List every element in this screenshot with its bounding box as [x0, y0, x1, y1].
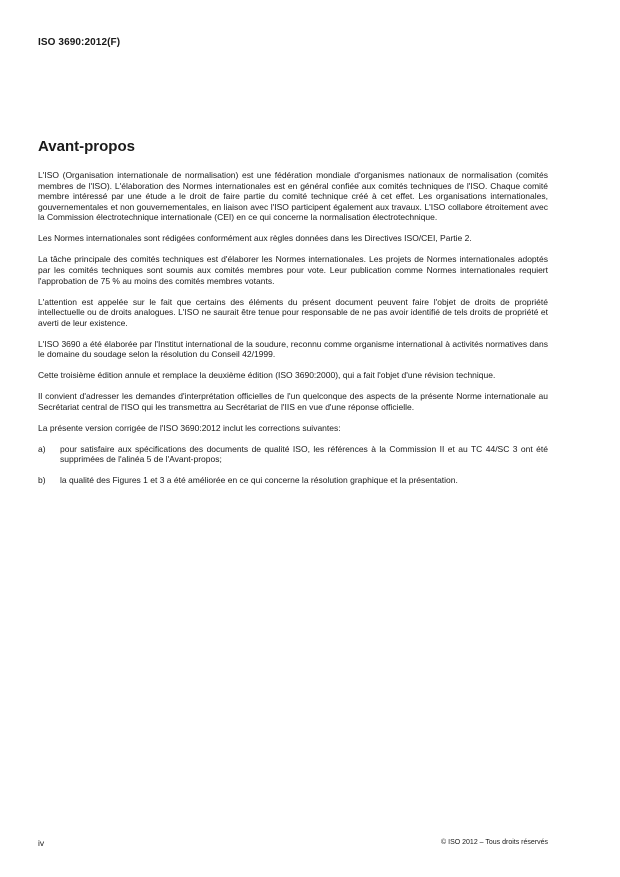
section-title: Avant-propos [38, 138, 135, 155]
paragraph: L'ISO (Organisation internationale de normalisation) est une fédération mondiale d'organismes nationaux de normalisation (comités membres de l'ISO). L'élaboration des Normes internationales est en général confiée aux comités techniques de l'ISO. Chaque comité membre intéressé par une étude a le droit de faire partie du comité technique créé à cet effet. Les organisations internationales, gouvernementales et non gouvernementales, en liaison avec l'ISO participent également aux travaux. L'ISO collabore étroitement avec la Commission électrotechnique internationale (CEI) en ce qui concerne la normalisation électrotechnique. [38, 170, 548, 223]
paragraph: Cette troisième édition annule et remplace la deuxième édition (ISO 3690:2000), qui a fait l'objet d'une révision technique. [38, 370, 496, 381]
paragraph: Il convient d'adresser les demandes d'interprétation officielles de l'un quelconque des aspects de la présente Norme internationale au Secrétariat central de l'ISO qui les transmettra au Secrétariat de l'IIS en vue d'une réponse officielle. [38, 391, 548, 412]
document-reference: ISO 3690:2012(F) [38, 37, 121, 48]
paragraph: Les Normes internationales sont rédigées conformément aux règles données dans les Directives ISO/CEI, Partie 2. [38, 233, 472, 244]
paragraph: L'ISO 3690 a été élaborée par l'Institut international de la soudure, reconnu comme organisme international à activités normatives dans le domaine du soudage selon la résolution du Conseil 42/1999. [38, 338, 548, 360]
foreword-body [38, 170, 548, 496]
list-item-text: pour satisfaire aux spécifications des documents de qualité ISO, les références à la Commission II et au TC 44/SC 3 ont été supprimées de l'alinéa 5 de l'Avant-propos; [60, 443, 548, 465]
paragraph: La présente version corrigée de l'ISO 3690:2012 inclut les corrections suivantes: [38, 422, 341, 433]
list-item [38, 475, 548, 486]
page-number: iv [38, 838, 45, 848]
list-item-text: la qualité des Figures 1 et 3 a été améliorée en ce qui concerne la résolution graphique et la présentation. [60, 475, 458, 486]
list-marker: a) [38, 443, 46, 454]
paragraph: La tâche principale des comités techniques est d'élaborer les Normes internationales. Les projets de Normes internationales adoptés par les comités techniques sont soumis aux comités membres pour vote. Leur publication comme Normes internationales requiert l'approbation de 75 % au moins des comités membres votants. [38, 254, 548, 286]
list-item [38, 444, 548, 465]
copyright-notice: © ISO 2012 – Tous droits réservés [441, 839, 548, 846]
list-marker: b) [38, 475, 46, 486]
paragraph: L'attention est appelée sur le fait que certains des éléments du présent document peuvent faire l'objet de droits de propriété intellectuelle ou de droits analogues. L'ISO ne saurait être tenue pour responsable de ne pas avoir identifié de tels droits de propriété et averti de leur existence. [38, 296, 548, 328]
